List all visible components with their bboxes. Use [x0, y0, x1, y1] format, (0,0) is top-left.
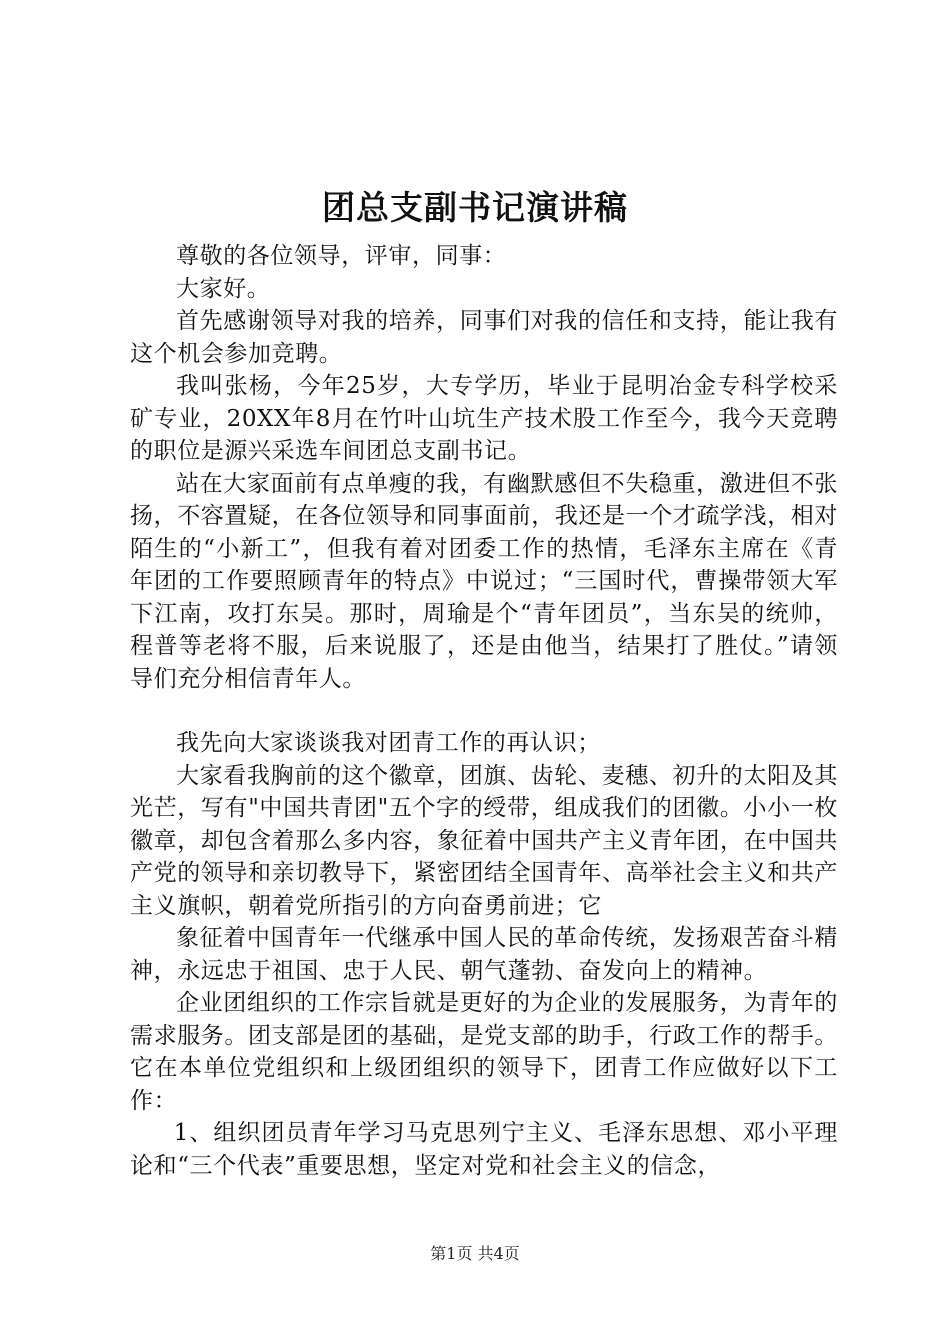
document-title: 团总支副书记演讲稿	[322, 188, 628, 227]
document-body	[130, 240, 838, 1182]
paragraph-self-description: 站在大家面前有点单瘦的我，有幽默感但不失稳重，激进但不张扬，不容置疑，在各位领导和同事面前，我还是一个才疏学浅，相对陌生的“小新工”，但我有着对团委工作的热情，毛泽东主席在《青年团的工作要照顾青年的特点》中说过；“三国时代，曹操带领大军下江南，攻打东吴。那时，周瑜是个“青年团员”，当东吴的统帅，程普等老将不服，后来说服了，还是由他当，结果打了胜仗。”请领导们充分相信青年人。	[130, 470, 838, 692]
paragraph-badge: 大家看我胸前的这个徽章，团旗、齿轮、麦穗、初升的太阳及其光芒，写有"中国共青团"五个字的绶带，组成我们的团徽。小小一枚徽章，却包含着那么多内容，象征着中国共产主义青年团，在中国共产党的领导和亲切教导下，紧密团结全国青年、高举社会主义和共产主义旗帜，朝着党所指引的方向奋勇前进；它	[130, 762, 838, 919]
paragraph-understanding: 我先向大家谈谈我对团青工作的再认识；	[176, 730, 601, 756]
paragraph-item-1: 1、组织团员青年学习马克思列宁主义、毛泽东思想、邓小平理论和“三个代表”重要思想，坚定对党和社会主义的信念，	[130, 1120, 838, 1179]
paragraph-thanks: 首先感谢领导对我的培养，同事们对我的信任和支持，能让我有这个机会参加竞聘。	[130, 308, 838, 367]
page-footer: 第1页 共4页	[430, 1244, 520, 1263]
paragraph-hello: 大家好。	[176, 275, 271, 302]
paragraph-symbolism: 象征着中国青年一代继承中国人民的革命传统，发扬艰苦奋斗精神，永远忠于祖国、忠于人民、朝气蓬勃、奋发向上的精神。	[130, 925, 838, 984]
paragraph-greeting: 尊敬的各位领导，评审，同事：	[176, 243, 507, 269]
paragraph-introduction: 我叫张杨，今年25岁，大专学历，毕业于昆明冶金专科学校采矿专业，20XX年8月在竹叶山坑生产技术股工作至今，我今天竞聘的职位是源兴采选车间团总支副书记。	[130, 373, 838, 464]
paragraph-purpose: 企业团组织的工作宗旨就是更好的为企业的发展服务，为青年的需求服务。团支部是团的基础，是党支部的助手，行政工作的帮手。它在本单位党组织和上级团组织的领导下，团青工作应做好以下工作：	[130, 990, 838, 1114]
